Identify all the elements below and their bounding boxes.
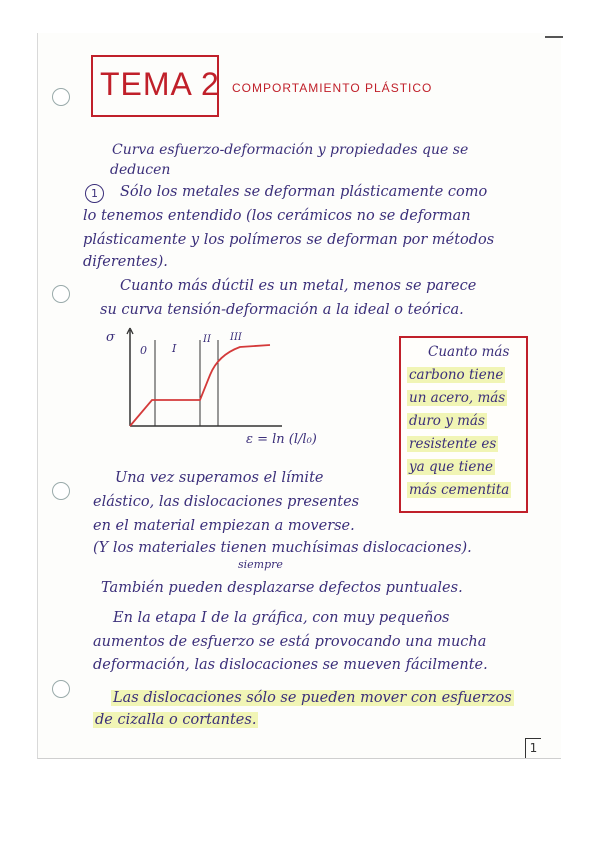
para1-line: plásticamente y los polímeros se deforman por métodos	[83, 232, 495, 248]
note-line: duro y más	[409, 413, 485, 429]
binder-hole	[52, 680, 70, 698]
graph-y-label: σ	[106, 330, 115, 345]
page-number: 1	[525, 738, 541, 758]
note-line: carbono tiene	[409, 367, 504, 383]
para1-line: Sólo los metales se deforman plásticamente como	[120, 184, 488, 200]
binder-hole	[52, 482, 70, 500]
binder-hole	[52, 285, 70, 303]
stress-strain-graph	[100, 320, 290, 440]
binder-hole	[52, 88, 70, 106]
para5-line: En la etapa I de la gráfica, con muy pequeños	[113, 610, 450, 626]
para2-line: Cuanto más dúctil es un metal, menos se parece	[120, 278, 477, 294]
para5-line: deformación, las dislocaciones se mueven fácilmente.	[93, 657, 488, 673]
para3-line: Una vez superamos el límite	[115, 470, 324, 486]
note-line: ya que tiene	[409, 459, 493, 475]
section-heading: Curva esfuerzo-deformación y propiedades que se	[112, 142, 469, 158]
page-subtitle: COMPORTAMIENTO PLÁSTICO	[232, 81, 433, 95]
para4-line: También pueden desplazarse defectos puntuales.	[101, 580, 463, 596]
para3-line: (Y los materiales tienen muchísimas dislocaciones).	[93, 540, 472, 556]
note-line: más cementita	[409, 482, 510, 498]
para5-line: aumentos de esfuerzo se está provocando una mucha	[93, 634, 487, 650]
item-number: 1	[85, 184, 104, 203]
zone-label: II	[203, 334, 211, 345]
zone-label: I	[172, 342, 177, 355]
zone-label: 0	[140, 344, 147, 357]
section-heading-cont: deducen	[110, 162, 171, 178]
para6-line: de cizalla o cortantes.	[95, 712, 257, 728]
para2-line: su curva tensión-deformación a la ideal o teórica.	[100, 302, 464, 318]
note-line: resistente es	[409, 436, 497, 452]
page-edge-mark	[545, 36, 563, 38]
note-line: Cuanto más	[428, 344, 510, 360]
insertion-word: siempre	[238, 558, 283, 571]
para3-line: en el material empiezan a moverse.	[93, 518, 355, 534]
note-line: un acero, más	[409, 390, 506, 406]
para1-line: lo tenemos entendido (los cerámicos no se deforman	[83, 208, 471, 224]
para1-line: diferentes).	[83, 254, 168, 270]
para3-line: elástico, las dislocaciones presentes	[93, 494, 360, 510]
graph-x-label: ε = ln (l/l₀)	[246, 432, 317, 447]
zone-label: III	[230, 332, 242, 343]
para6-line: Las dislocaciones sólo se pueden mover con esfuerzos	[113, 690, 512, 706]
page-title: TEMA 2	[100, 66, 220, 102]
